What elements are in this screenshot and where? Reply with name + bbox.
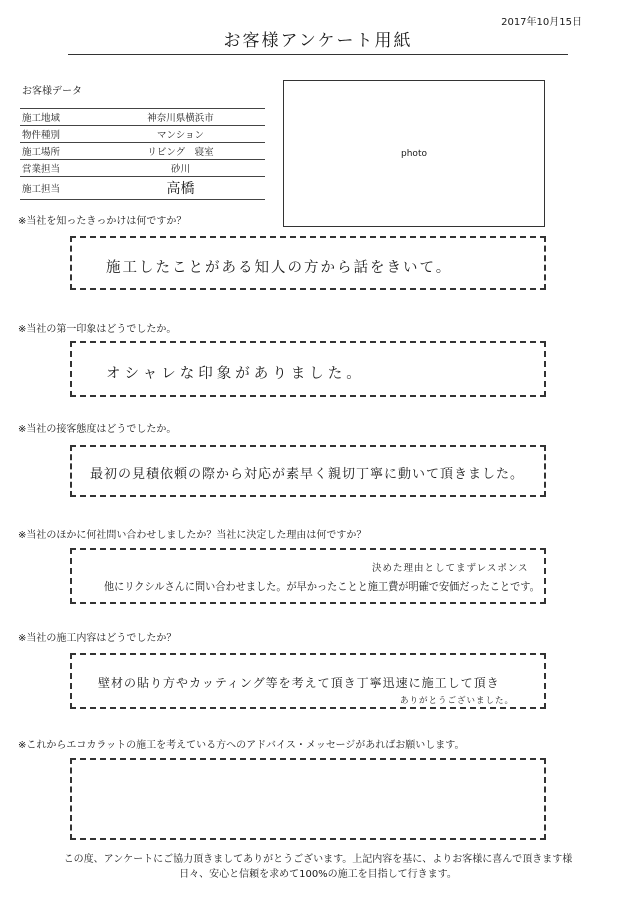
question-2: ※当社の第一印象はどうでしたか。 [18, 324, 177, 335]
title-underline [68, 54, 568, 55]
answer-1: 施工したことがある知人の方から話をきいて。 [106, 260, 453, 276]
field-label: 施工場所 [20, 143, 96, 160]
footer-line-2: 日々、安心と信頼を求めて100%の施工を目指して行きます。 [179, 869, 457, 880]
field-value: 神奈川県横浜市 [96, 109, 265, 126]
question-5: ※当社の施工内容はどうでしたか？ [18, 633, 177, 644]
field-value: 砂川 [96, 160, 265, 177]
field-value: リビング 寝室 [96, 143, 265, 160]
question-3: ※当社の接客態度はどうでしたか。 [18, 424, 177, 435]
answer-5: 壁材の貼り方やカッティング等を考えて頂き丁寧迅速に施工して頂き [98, 676, 500, 690]
question-6: ※これからエコカラットの施工を考えている方へのアドバイス・メッセージがあればお願いします。 [18, 740, 465, 751]
page-title-wrap [68, 26, 568, 51]
page-title: お客様アンケート用紙 [223, 31, 413, 51]
field-label: 施工担当 [20, 177, 96, 200]
question-4: ※当社のほかに何社問い合わせしましたか？当社に決定した理由は何ですか？ [18, 530, 367, 541]
answer-2: オシャレな印象がありました。 [106, 366, 365, 382]
answer-4-top: 決めた理由としてまずレスポンス [372, 563, 529, 574]
answer-3: 最初の見積依頼の際から対応が素早く親切丁寧に動いて頂きました。 [90, 467, 525, 482]
table-row [20, 109, 265, 126]
answer-box-6 [70, 758, 546, 840]
footer-line-1: この度、アンケートにご協力頂きましてありがとうございます。上記内容を基に、よりお客様に喜んで頂きます様 [63, 854, 573, 865]
answer-4: 他にリクシルさんに問い合わせました。が早かったことと施工費が明確で安価だったことです。 [104, 580, 540, 593]
customer-data-table [20, 108, 265, 200]
table-row [20, 160, 265, 177]
table-row [20, 177, 265, 200]
photo-label: photo [401, 148, 427, 159]
answer-box-4 [70, 548, 546, 604]
field-label: 営業担当 [20, 160, 96, 177]
photo-placeholder [283, 80, 545, 227]
footer-message [0, 852, 636, 882]
table-row [20, 143, 265, 160]
table-row [20, 126, 265, 143]
question-1: ※当社を知ったきっかけは何ですか？ [18, 216, 187, 227]
customer-data-label: お客様データ [22, 86, 82, 97]
survey-date: 2017年10月15日 [501, 17, 582, 28]
field-label: 施工地域 [20, 109, 96, 126]
answer-5-bottom: ありがとうございました。 [400, 696, 515, 706]
field-value-handwritten: 高橋 [96, 177, 265, 200]
field-label: 物件種別 [20, 126, 96, 143]
field-value: マンション [96, 126, 265, 143]
